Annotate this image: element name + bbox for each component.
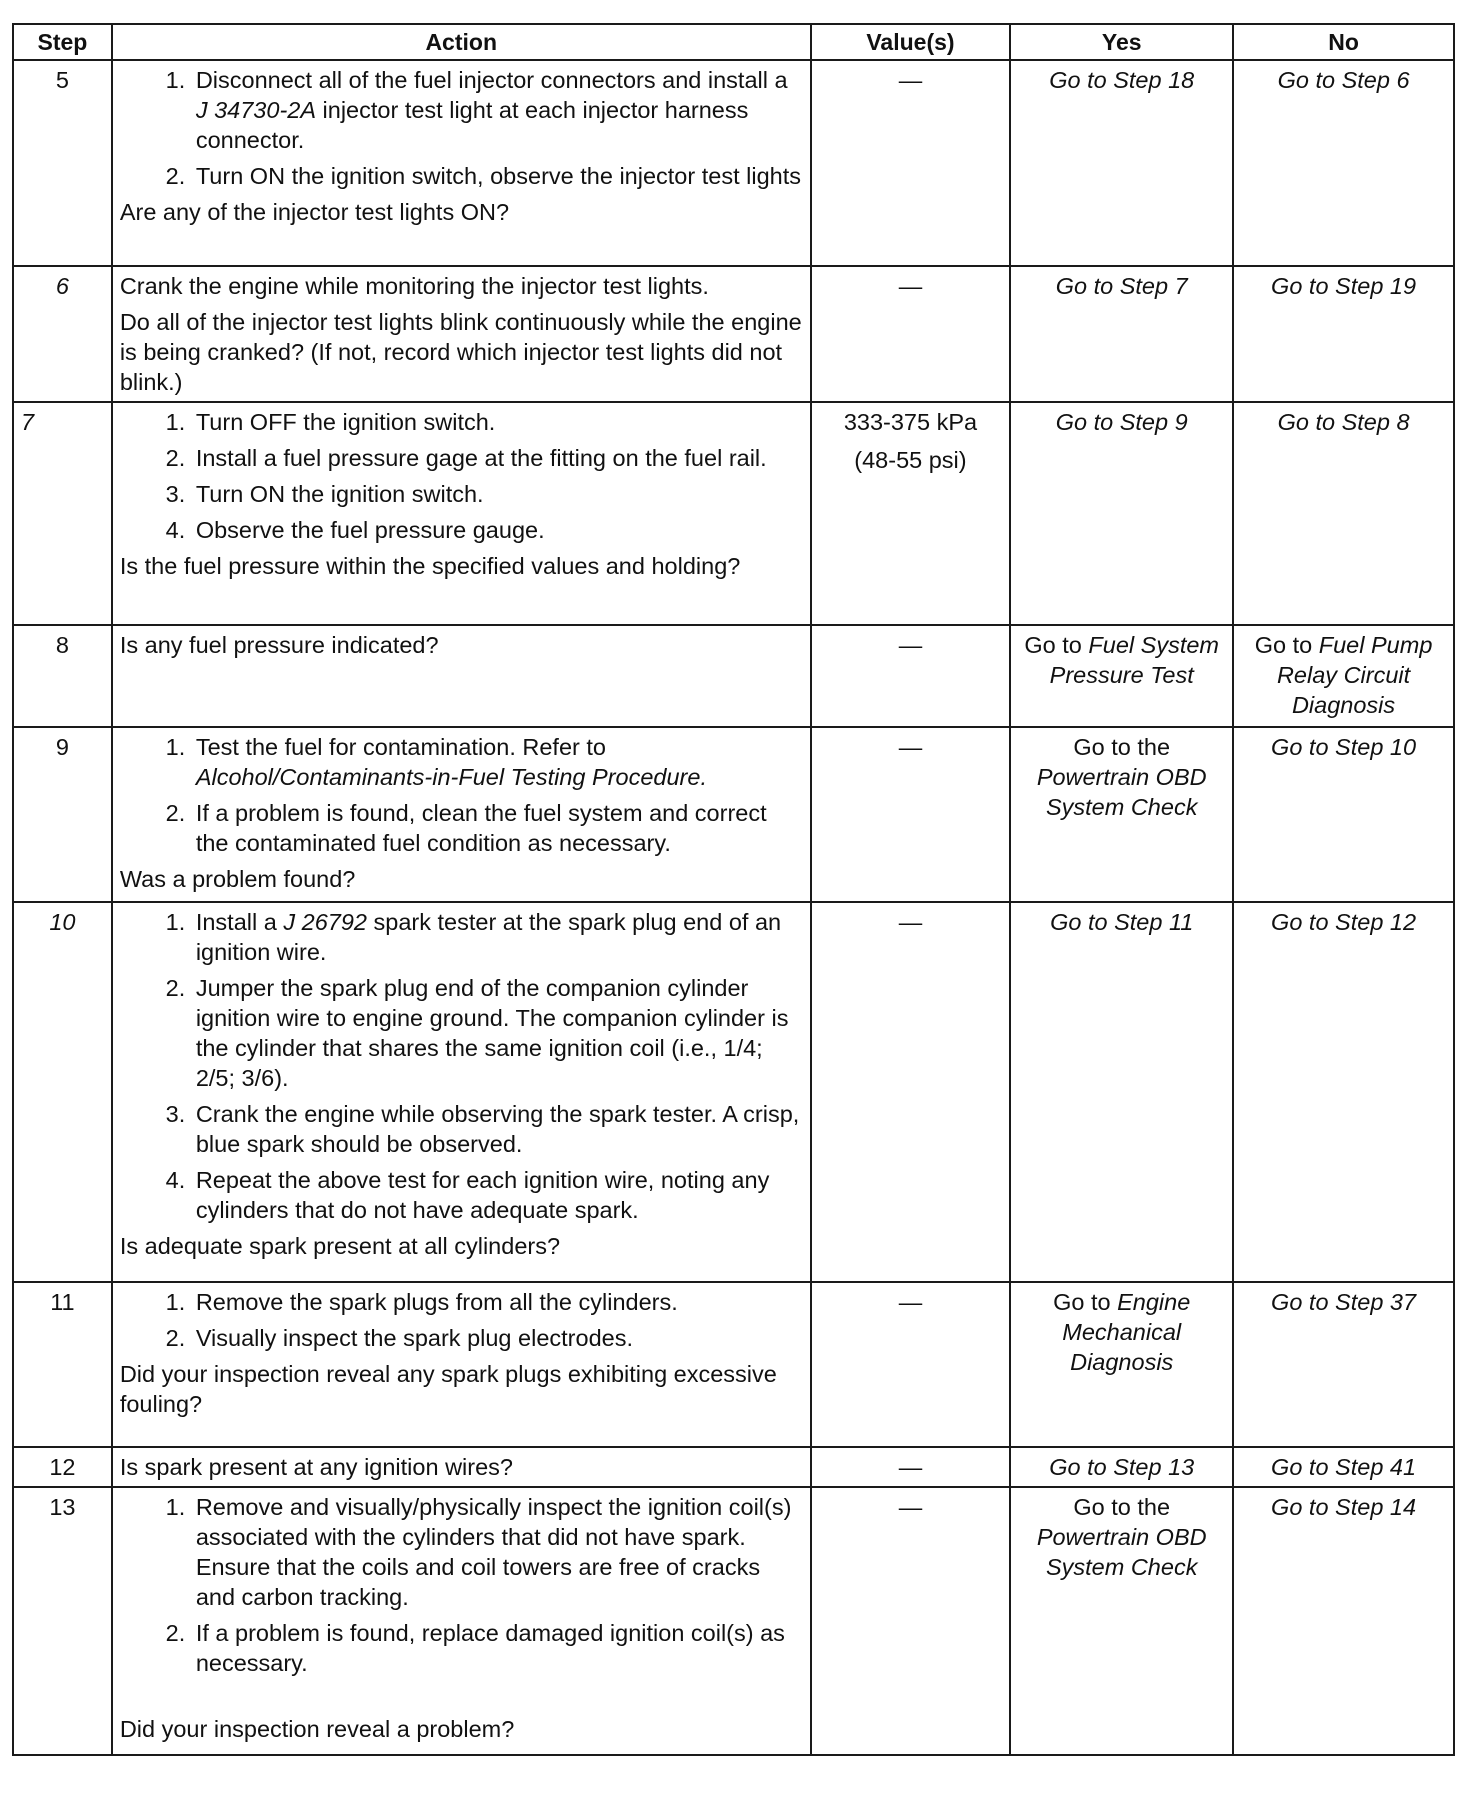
action-item: 3. Crank the engine while observing the spark tester. A crisp, blue spark should be observed.: [192, 1099, 803, 1159]
action-cell: [112, 625, 811, 727]
action-item: 2. If a problem is found, replace damaged ignition coil(s) as necessary.: [192, 1618, 803, 1678]
step-number: 12: [13, 1447, 112, 1487]
action-list: [120, 65, 803, 191]
action-cell: [112, 1282, 811, 1447]
header-step: Step: [13, 24, 112, 60]
action-item: 2. Install a fuel pressure gage at the fitting on the fuel rail.: [192, 443, 803, 473]
table-row: [13, 902, 1454, 1282]
header-no: No: [1233, 24, 1454, 60]
action-cell: [112, 902, 811, 1282]
action-item: 1. Remove and visually/physically inspect the ignition coil(s) associated with the cylinders that did not have spark. Ensure that the coils and coil towers are free of cracks and carbon tracking.: [192, 1492, 803, 1612]
action-paragraph: Crank the engine while monitoring the injector test lights.: [119, 273, 709, 299]
action-question: Did your inspection reveal any spark plugs exhibiting excessive fouling?: [119, 1361, 777, 1417]
action-item: 2. Visually inspect the spark plug electrodes.: [192, 1323, 803, 1353]
action-question: Is the fuel pressure within the specified values and holding?: [119, 553, 741, 579]
action-item: 3. Turn ON the ignition switch.: [192, 479, 803, 509]
value-cell: —: [811, 902, 1011, 1282]
action-cell: [112, 727, 811, 902]
table-row: [13, 60, 1454, 266]
step-number: 7: [13, 402, 112, 625]
no-cell: Go to Step 8: [1233, 402, 1454, 625]
yes-cell: Go to the Powertrain OBD System Check: [1010, 1487, 1233, 1755]
yes-cell: Go to Step 7: [1010, 266, 1233, 402]
header-row: [13, 24, 1454, 60]
header-values: Value(s): [811, 24, 1011, 60]
step-number: 10: [13, 902, 112, 1282]
table-row: [13, 266, 1454, 402]
action-item: 1. Turn OFF the ignition switch.: [192, 407, 803, 437]
action-question: Was a problem found?: [119, 866, 356, 892]
table-row: [13, 402, 1454, 625]
action-question: Did your inspection reveal a problem?: [119, 1716, 515, 1742]
action-question: Do all of the injector test lights blink continuously while the engine is being cranked? (If not, record which injector test lights did not blink.): [119, 309, 802, 395]
value-cell: —: [811, 1282, 1011, 1447]
step-number: 6: [13, 266, 112, 402]
value-cell: —: [811, 266, 1011, 402]
no-cell: Go to Step 14: [1233, 1487, 1454, 1755]
no-cell: Go to Step 19: [1233, 266, 1454, 402]
action-cell: [112, 60, 811, 266]
action-list: [120, 1287, 803, 1353]
no-cell: Go to Step 6: [1233, 60, 1454, 266]
action-item: 1. Disconnect all of the fuel injector connectors and install a J 34730-2A injector test light at each injector harness connector.: [192, 65, 803, 155]
no-cell: Go to Step 41: [1233, 1447, 1454, 1487]
action-list: [120, 407, 803, 545]
step-number: 11: [13, 1282, 112, 1447]
action-item: 4. Repeat the above test for each ignition wire, noting any cylinders that do not have adequate spark.: [192, 1165, 803, 1225]
action-list: [120, 907, 803, 1225]
no-cell: Go to Fuel Pump Relay Circuit Diagnosis: [1233, 625, 1454, 727]
action-cell: [112, 1447, 811, 1487]
action-item: 1. Test the fuel for contamination. Refer to Alcohol/Contaminants-in-Fuel Testing Procedure.: [192, 732, 803, 792]
yes-cell: Go to Step 18: [1010, 60, 1233, 266]
action-cell: [112, 402, 811, 625]
header-action: Action: [112, 24, 811, 60]
action-list: [120, 732, 803, 858]
action-question: Are any of the injector test lights ON?: [119, 199, 510, 225]
yes-cell: Go to the Powertrain OBD System Check: [1010, 727, 1233, 902]
yes-cell: Go to Engine Mechanical Diagnosis: [1010, 1282, 1233, 1447]
action-question: Is adequate spark present at all cylinders?: [119, 1233, 561, 1259]
value-line: (48-55 psi): [854, 447, 967, 473]
table-row: [13, 1447, 1454, 1487]
value-line: 333-375 kPa: [843, 409, 978, 435]
no-cell: Go to Step 10: [1233, 727, 1454, 902]
action-item: 2. Turn ON the ignition switch, observe the injector test lights: [192, 161, 803, 191]
action-cell: [112, 266, 811, 402]
action-question: Is spark present at any ignition wires?: [119, 1454, 513, 1480]
value-cell: —: [811, 60, 1011, 266]
table-row: [13, 1282, 1454, 1447]
step-number: 13: [13, 1487, 112, 1755]
action-question: Is any fuel pressure indicated?: [119, 632, 439, 658]
action-item: 2. If a problem is found, clean the fuel system and correct the contaminated fuel condition as necessary.: [192, 798, 803, 858]
yes-cell: Go to Step 13: [1010, 1447, 1233, 1487]
value-cell: —: [811, 1447, 1011, 1487]
value-cell: —: [811, 1487, 1011, 1755]
no-cell: Go to Step 12: [1233, 902, 1454, 1282]
header-yes: Yes: [1010, 24, 1233, 60]
step-number: 5: [13, 60, 112, 266]
no-cell: Go to Step 37: [1233, 1282, 1454, 1447]
diagnostic-table: [12, 23, 1455, 1756]
action-cell: [112, 1487, 811, 1755]
table-row: [13, 727, 1454, 902]
step-number: 9: [13, 727, 112, 902]
action-list: [120, 1492, 803, 1678]
table-row: [13, 1487, 1454, 1755]
yes-cell: Go to Step 11: [1010, 902, 1233, 1282]
yes-cell: Go to Fuel System Pressure Test: [1010, 625, 1233, 727]
value-cell: —: [811, 625, 1011, 727]
value-cell: —: [811, 727, 1011, 902]
yes-cell: Go to Step 9: [1010, 402, 1233, 625]
action-item: 4. Observe the fuel pressure gauge.: [192, 515, 803, 545]
step-number: 8: [13, 625, 112, 727]
action-item: 2. Jumper the spark plug end of the companion cylinder ignition wire to engine ground. The companion cylinder is the cylinder that shares the same ignition coil (i.e., 1/4; 2/5; 3/6).: [192, 973, 803, 1093]
action-item: 1. Install a J 26792 spark tester at the spark plug end of an ignition wire.: [192, 907, 803, 967]
table-row: [13, 625, 1454, 727]
value-cell: [811, 402, 1011, 625]
action-item: 1. Remove the spark plugs from all the cylinders.: [192, 1287, 803, 1317]
